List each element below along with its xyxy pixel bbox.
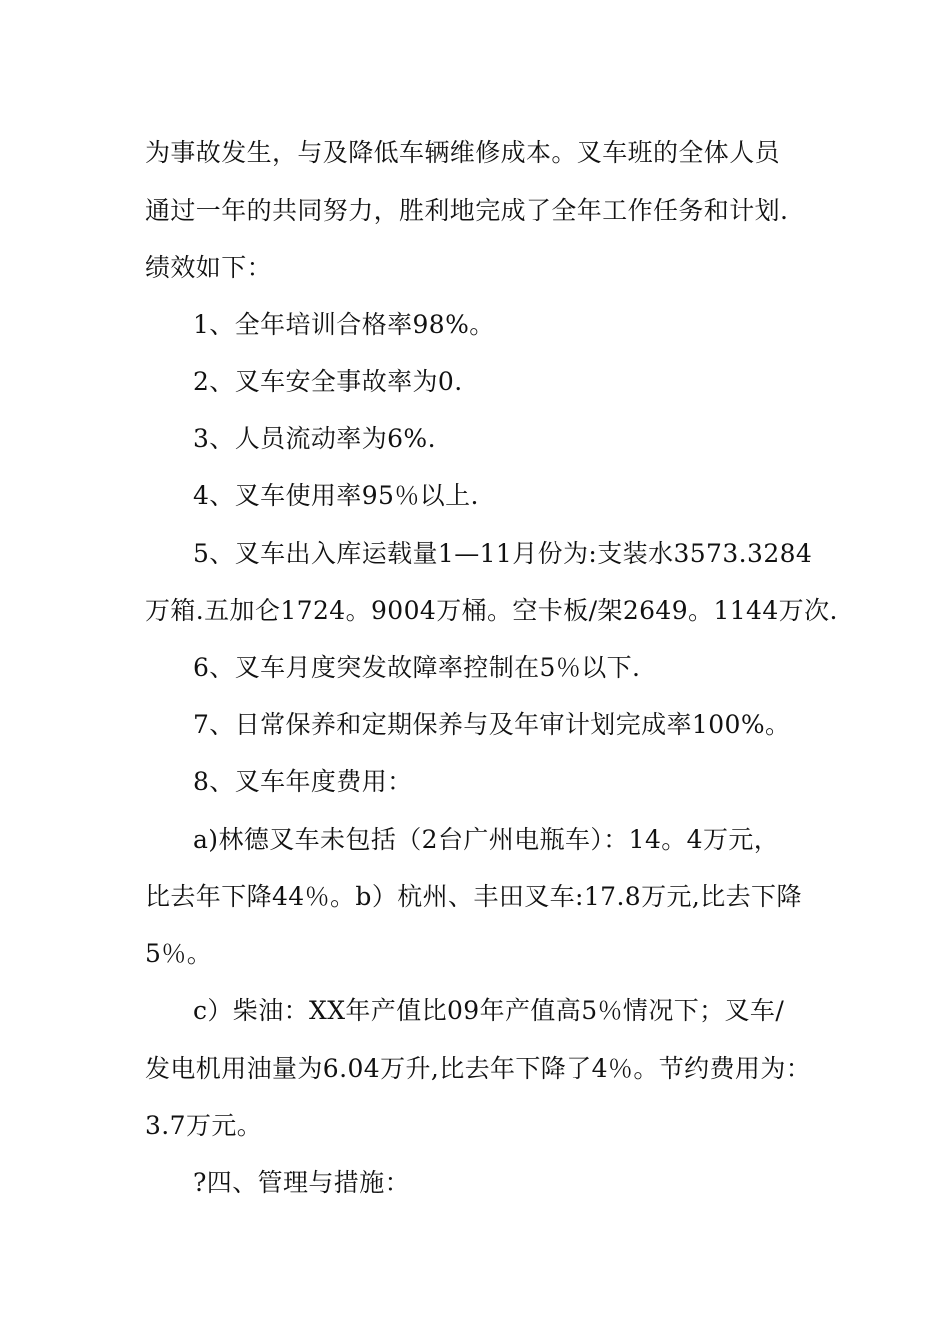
paragraph-line: 为事故发生，与及降低车辆维修成本。叉车班的全体人员	[145, 138, 781, 167]
list-item: 3、人员流动率为6%.	[193, 424, 436, 453]
paragraph-line: 5％。	[145, 939, 213, 968]
list-item: 6、叉车月度突发故障率控制在5％以下.	[193, 653, 641, 682]
paragraph-line: 发电机用油量为6.04万升,比去年下降了4％。节约费用为：	[145, 1054, 812, 1083]
paragraph-line: 通过一年的共同努力，胜利地完成了全年工作任务和计划.	[145, 196, 789, 225]
paragraph-line: 万箱.五加仑1724。9004万桶。空卡板/架2649。1144万次.	[145, 596, 838, 625]
paragraph-line: 比去年下降44％。b）杭州、丰田叉车:17.8万元,比去下降	[145, 882, 802, 911]
list-item: 5、叉车出入库运载量1—11月份为:支装水3573.3284	[193, 539, 813, 568]
list-item: 1、全年培训合格率98%。	[193, 310, 495, 339]
paragraph-line: 绩效如下：	[145, 253, 273, 282]
list-item: 7、日常保养和定期保养与及年审计划完成率100%。	[193, 710, 791, 739]
paragraph-line: 3.7万元。	[145, 1111, 263, 1140]
list-item: 8、叉车年度费用：	[193, 767, 413, 796]
list-item: 4、叉车使用率95％以上.	[193, 481, 479, 510]
list-item: 2、叉车安全事故率为0.	[193, 367, 463, 396]
section-heading: ?四、管理与措施：	[193, 1168, 411, 1197]
sub-item: c）柴油：XX年产值比09年产值高5％情况下；叉车/	[193, 996, 785, 1025]
sub-item: a)林德叉车未包括（2台广州电瓶车）：14。4万元，	[193, 825, 780, 854]
